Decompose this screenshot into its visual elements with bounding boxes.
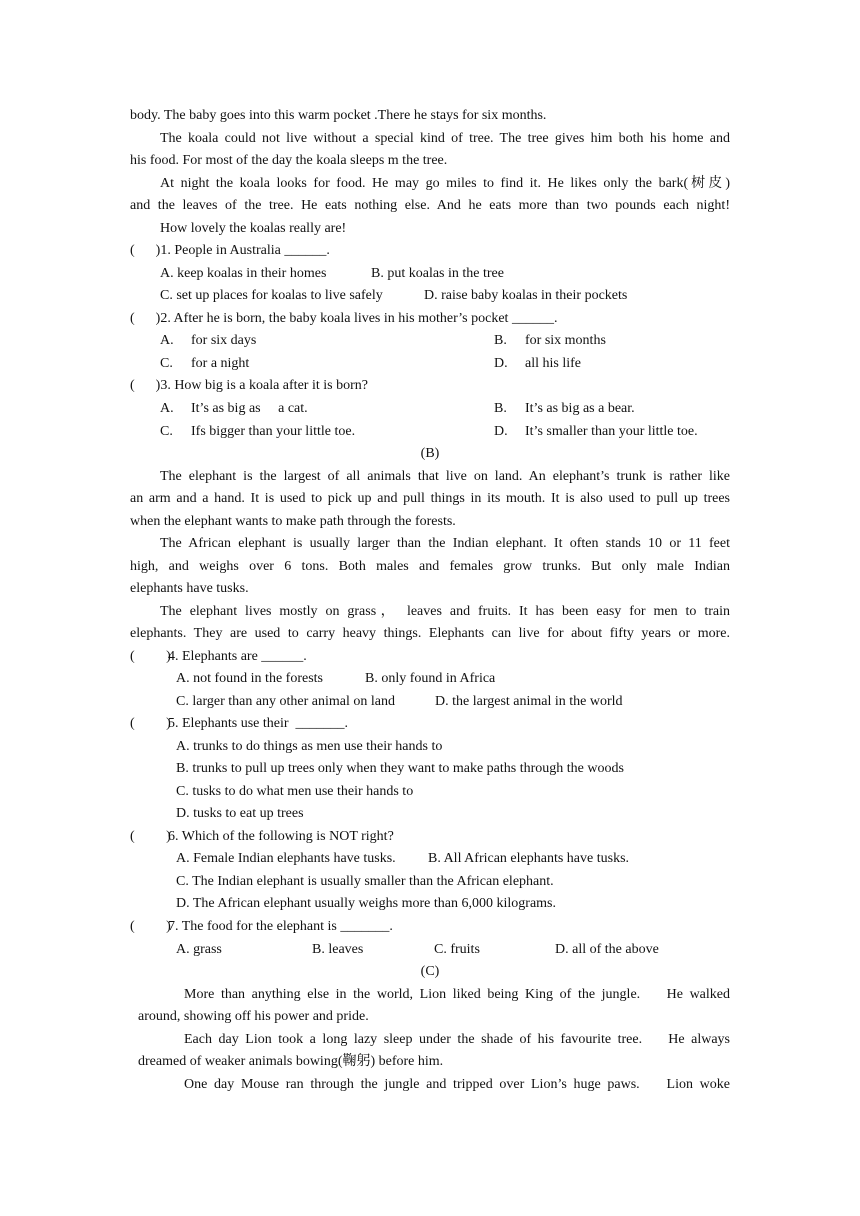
question-7-option-b: B. leaves bbox=[312, 942, 364, 957]
passage-b-line-8: elephants. They are used to carry heavy things. Elephants can live for about fifty years or more. bbox=[130, 626, 730, 641]
question-3-option-a: It’s as big as a cat. bbox=[191, 401, 308, 416]
passage-a-line-2: The koala could not live without a special kind of tree. The tree gives him both his home and bbox=[160, 131, 730, 146]
question-2-letter-c: C. bbox=[160, 356, 173, 371]
question-5-option-a: A. trunks to do things as men use their hands to bbox=[176, 739, 443, 754]
passage-b-line-1: The elephant is the largest of all animals that live on land. An elephant’s trunk is rather like bbox=[160, 469, 730, 484]
question-5-option-c: C. tusks to do what men use their hands to bbox=[176, 784, 414, 799]
question-3-option-b: It’s as big as a bear. bbox=[525, 401, 635, 416]
question-5-option-d: D. tusks to eat up trees bbox=[176, 806, 304, 821]
passage-a-line-4: At night the koala looks for food. He may go miles to find it. He likes only the bark(树皮) bbox=[160, 176, 730, 191]
passage-b-line-5: high, and weighs over 6 tons. Both males and females grow trunks. But only male Indian bbox=[130, 559, 730, 574]
passage-a-line-5: and the leaves of the tree. He eats nothing else. And he eats more than two pounds each night! bbox=[130, 198, 730, 213]
passage-b-line-2: an arm and a hand. It is used to pick up and pull things in its mouth. It is also used to pull up trees bbox=[130, 491, 730, 506]
passage-a-line-1: body. The baby goes into this warm pocket .There he stays for six months. bbox=[130, 108, 547, 123]
passage-c-line-2: around, showing off his power and pride. bbox=[138, 1009, 369, 1024]
question-4-stem: 4. Elephants are ______. bbox=[168, 649, 307, 664]
passage-a-line-6: How lovely the koalas really are! bbox=[160, 221, 347, 236]
question-7-paren: ( ) bbox=[130, 919, 171, 934]
question-1-option-c: C. set up places for koalas to live safely bbox=[160, 288, 383, 303]
question-4-option-d: D. the largest animal in the world bbox=[435, 694, 623, 709]
passage-a-line-3: his food. For most of the day the koala sleeps m the tree. bbox=[130, 153, 448, 168]
question-6-option-c: C. The Indian elephant is usually smaller than the African elephant. bbox=[176, 874, 554, 889]
question-3-letter-d: D. bbox=[494, 424, 508, 439]
question-4-option-a: A. not found in the forests bbox=[176, 671, 323, 686]
question-7-option-a: A. grass bbox=[176, 942, 222, 957]
question-7-stem: 7. The food for the elephant is _______. bbox=[168, 919, 393, 934]
question-3-option-d: It’s smaller than your little toe. bbox=[525, 424, 698, 439]
question-4-option-c: C. larger than any other animal on land bbox=[176, 694, 396, 709]
question-4-option-b: B. only found in Africa bbox=[365, 671, 496, 686]
question-3-letter-b: B. bbox=[494, 401, 507, 416]
passage-b-line-4: The African elephant is usually larger than the Indian elephant. It often stands 10 or 11 feet bbox=[160, 536, 730, 551]
question-7-option-d: D. all of the above bbox=[555, 942, 659, 957]
question-2-stem: ( )2. After he is born, the baby koala lives in his mother’s pocket ______. bbox=[130, 311, 558, 326]
passage-b-line-3: when the elephant wants to make path through the forests. bbox=[130, 514, 456, 529]
question-1-option-a: A. keep koalas in their homes bbox=[160, 266, 327, 281]
question-6-option-d: D. The African elephant usually weighs more than 6,000 kilograms. bbox=[176, 896, 556, 911]
question-5-paren: ( ) bbox=[130, 716, 171, 731]
section-b-heading: (B) bbox=[420, 446, 440, 461]
question-6-option-a: A. Female Indian elephants have tusks. bbox=[176, 851, 396, 866]
passage-c-line-5: One day Mouse ran through the jungle and tripped over Lion’s huge paws. Lion woke bbox=[184, 1077, 730, 1092]
passage-c-line-3: Each day Lion took a long lazy sleep under the shade of his favourite tree. He always bbox=[184, 1032, 730, 1047]
passage-b-line-6: elephants have tusks. bbox=[130, 581, 249, 596]
question-5-option-b: B. trunks to pull up trees only when they want to make paths through the woods bbox=[176, 761, 624, 776]
question-4-paren: ( ) bbox=[130, 649, 171, 664]
section-c-heading: (C) bbox=[420, 964, 440, 979]
passage-c-line-1: More than anything else in the world, Lion liked being King of the jungle. He walked bbox=[184, 987, 730, 1002]
question-3-letter-c: C. bbox=[160, 424, 173, 439]
question-2-option-b: for six months bbox=[525, 333, 606, 348]
question-1-option-d: D. raise baby koalas in their pockets bbox=[424, 288, 628, 303]
question-1-option-b: B. put koalas in the tree bbox=[371, 266, 504, 281]
question-2-letter-d: D. bbox=[494, 356, 508, 371]
question-3-option-c: Ifs bigger than your little toe. bbox=[191, 424, 356, 439]
question-2-option-d: all his life bbox=[525, 356, 581, 371]
question-7-option-c: C. fruits bbox=[434, 942, 480, 957]
question-2-letter-b: B. bbox=[494, 333, 507, 348]
question-6-stem: 6. Which of the following is NOT right? bbox=[168, 829, 394, 844]
passage-c-line-4: dreamed of weaker animals bowing(鞠躬) before him. bbox=[138, 1054, 444, 1069]
question-1-stem: ( )1. People in Australia ______. bbox=[130, 243, 330, 258]
question-3-stem: ( )3. How big is a koala after it is born? bbox=[130, 378, 368, 393]
question-6-option-b: B. All African elephants have tusks. bbox=[428, 851, 630, 866]
question-2-option-c: for a night bbox=[191, 356, 250, 371]
question-2-letter-a: A. bbox=[160, 333, 174, 348]
question-5-stem: 5. Elephants use their _______. bbox=[168, 716, 349, 731]
question-6-paren: ( ) bbox=[130, 829, 171, 844]
question-3-letter-a: A. bbox=[160, 401, 174, 416]
question-2-option-a: for six days bbox=[191, 333, 257, 348]
passage-b-line-7: The elephant lives mostly on grass， leaves and fruits. It has been easy for men to train bbox=[160, 604, 730, 619]
